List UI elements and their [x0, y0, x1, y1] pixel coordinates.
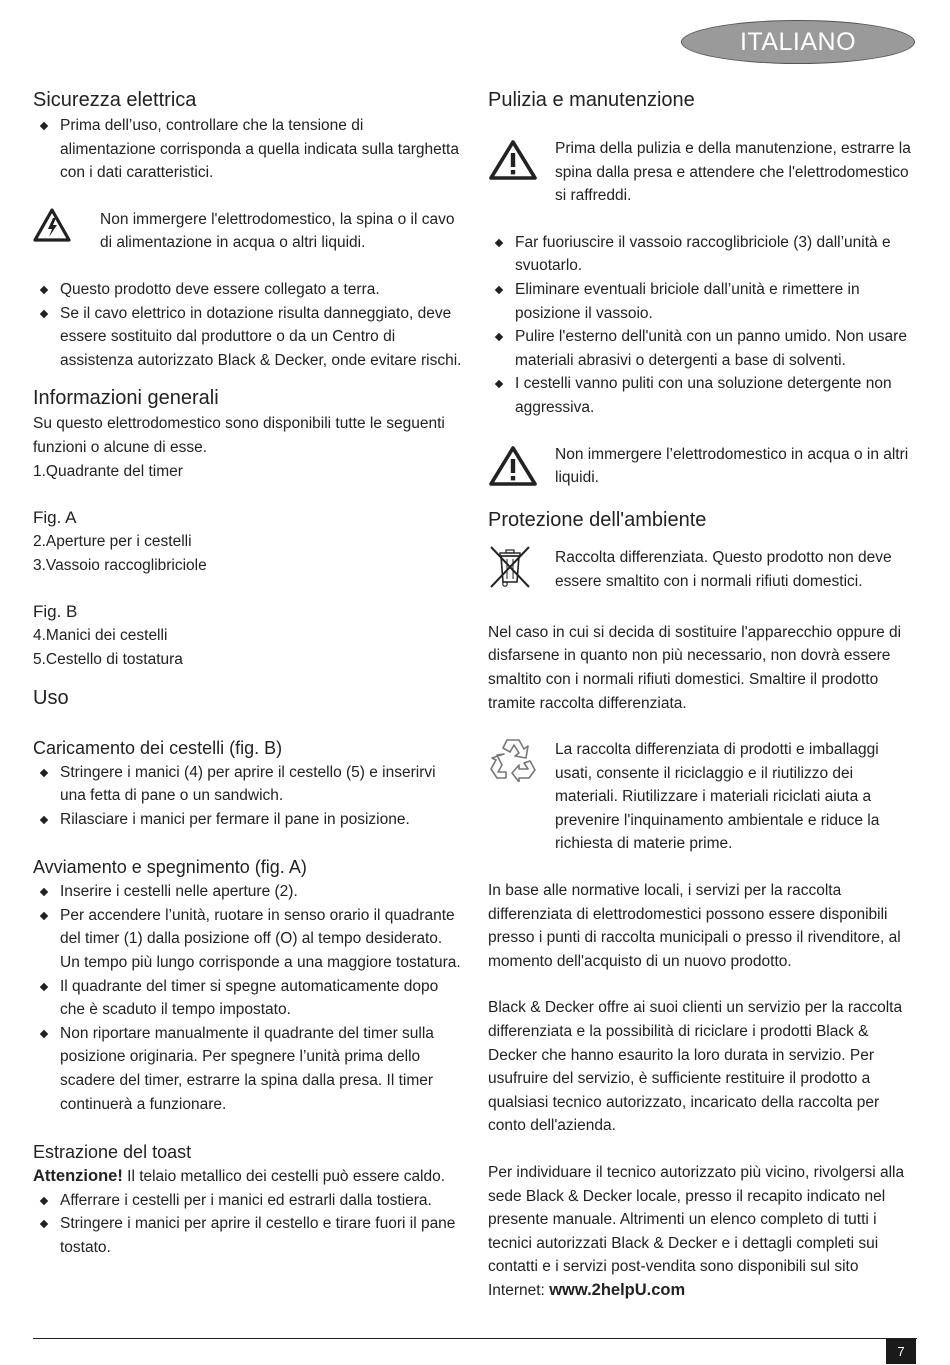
subsection-title-start: Avviamento e spegnimento (fig. A)	[33, 857, 307, 878]
electric-warning-text: Non immergere l'elettrodomestico, la spina o il cavo di alimentazione in acqua o altri liquidi.	[100, 210, 455, 252]
list-item: Afferrare i cestelli per i manici ed estrarli dalla tostiera.	[33, 1189, 463, 1213]
electric-warning-row	[33, 208, 463, 255]
fig-a-label: Fig. A	[33, 508, 77, 528]
language-tab: ITALIANO	[681, 20, 915, 64]
page-number: 7	[886, 1339, 916, 1364]
recycle-text: La raccolta differenziata di prodotti e imballaggi usati, consente il riciclaggio e il riutilizzo dei materiali. Riutilizzare i materiali riciclati aiuta a prevenire l'inquinamento ambientale e riduce la richiesta di materie prime.	[555, 741, 880, 853]
list-item: Per accendere l’unità, ruotare in senso orario il quadrante del timer (1) dalla posizione off (O) al tempo desiderato. Un tempo più lungo corrisponde a una maggiore tostatura.	[33, 904, 463, 975]
subsection-title-extract: Estrazione del toast	[33, 1142, 192, 1163]
section-title-safety: Sicurezza elettrica	[33, 89, 197, 111]
bin-row	[488, 546, 913, 598]
section-title-use: Uso	[33, 686, 69, 709]
list-item: Stringere i manici (4) per aprire il cestello (5) e inserirvi una fetta di pane o un sandwich.	[33, 761, 463, 808]
recycle-row	[488, 738, 913, 856]
list-item: Inserire i cestelli nelle aperture (2).	[33, 880, 463, 904]
general-item-4: 4.Manici dei cestelli	[33, 627, 168, 645]
environment-paragraph-2: In base alle normative locali, i servizi per la raccolta differenziata di elettrodomestici possono essere disponibili presso i punti di raccolta municipali o presso il rivenditore, al momento dell'acquisto di un nuovo prodotto.	[488, 882, 901, 970]
section-title-general: Informazioni generali	[33, 387, 219, 410]
list-item: Il quadrante del timer si spegne automaticamente dopo che è scaduto il tempo impostato.	[33, 975, 463, 1022]
environment-paragraph-1: Nel caso in cui si decida di sostituire l'apparecchio oppure di disfarsene in quanto non più necessario, non dovrà essere smaltito con i normali rifiuti domestici. Smaltire il prodotto tramite raccolta differenziata.	[488, 623, 902, 712]
environment-paragraph-4-text: Per individuare il tecnico autorizzato più vicino, rivolgersi alla sede Black & Decker locale, presso il recapito indicato nel presente manuale. Altrimenti un elenco completo di tutti i tecnici autorizzati Black & Decker e i dettagli completi sui contatti e i servizi post-vendita sono disponibili sul sito Internet:	[488, 1164, 905, 1299]
general-intro: Su questo elettrodomestico sono disponibili tutte le seguenti funzioni o alcune di esse.	[33, 415, 445, 456]
crossed-bin-icon	[488, 544, 555, 598]
loading-list	[33, 761, 463, 832]
list-item: Stringere i manici per aprire il cestello e tirare fuori il pane tostato.	[33, 1212, 463, 1259]
list-item: Pulire l'esterno dell'unità con un panno umido. Non usare materiali abrasivi o detergenti a base di solventi.	[488, 325, 913, 372]
list-item: Se il cavo elettrico in dotazione risulta danneggiato, deve essere sostituito dal produttore o da un Centro di assistenza autorizzato Black & Decker, onde evitare rischi.	[33, 302, 463, 373]
list-item: Eliminare eventuali briciole dall’unità e rimettere in posizione il vassoio.	[488, 278, 913, 325]
attention-text: Il telaio metallico dei cestelli può essere caldo.	[122, 1168, 446, 1186]
list-item: Prima dell’uso, controllare che la tensione di alimentazione corrisponda a quella indicata sulla targhetta con i dati caratteristici.	[33, 114, 463, 185]
website-link[interactable]: www.2helpU.com	[549, 1280, 686, 1299]
general-item-1: 1.Quadrante del timer	[33, 462, 183, 480]
safety-list-2	[33, 278, 463, 372]
list-item: Non riportare manualmente il quadrante del timer sulla posizione originaria. Per spegnere l’unità prima dello scadere del timer, estrarre la spina dalla presa. Il timer continuerà a funzionare.	[33, 1022, 463, 1116]
safety-list	[33, 114, 463, 185]
right-column	[488, 86, 913, 1303]
cleaning-list	[488, 231, 913, 420]
left-column	[33, 86, 463, 1260]
general-item-5: 5.Cestello di tostatura	[33, 650, 183, 668]
start-list	[33, 880, 463, 1116]
attention-label: Attenzione!	[33, 1167, 123, 1186]
section-title-cleaning: Pulizia e manutenzione	[488, 89, 695, 111]
cleaning-warning-text: Prima della pulizia e della manutenzione, estrarre la spina dalla presa e attendere che l'elettrodomestico si raffreddi.	[555, 140, 911, 205]
list-item: I cestelli vanno puliti con una soluzione detergente non aggressiva.	[488, 372, 913, 419]
general-item-3: 3.Vassoio raccoglibriciole	[33, 556, 207, 574]
environment-paragraph-3: Black & Decker offre ai suoi clienti un servizio per la raccolta differenziata e la possibilità di riciclare i prodotti Black & Decker che hanno esaurito la loro durata in servizio. Per usufruire del servizio, è sufficiente restituire il prodotto a qualsiasi tecnico autorizzato, incaricato della raccolta per conto dell'azienda.	[488, 999, 903, 1135]
cleaning-warning-row	[488, 137, 913, 208]
list-item: Rilasciare i manici per fermare il pane in posizione.	[33, 808, 463, 832]
list-item: Questo prodotto deve essere collegato a terra.	[33, 278, 463, 302]
warning-triangle-icon	[488, 445, 555, 495]
recycle-icon	[488, 734, 555, 790]
subsection-title-loading: Caricamento dei cestelli (fig. B)	[33, 737, 283, 758]
footer-divider	[33, 1338, 917, 1339]
electric-hazard-icon	[33, 208, 100, 250]
extract-list	[33, 1189, 463, 1260]
warning-triangle-icon	[488, 139, 555, 189]
environment-paragraph-4	[488, 1161, 913, 1303]
attention-note	[33, 1165, 463, 1189]
list-item: Far fuoriuscire il vassoio raccoglibriciole (3) dall’unità e svuotarlo.	[488, 231, 913, 278]
immersion-warning-text: Non immergere l’elettrodomestico in acqua o in altri liquidi.	[555, 445, 909, 487]
general-item-2: 2.Aperture per i cestelli	[33, 533, 192, 551]
fig-b-label: Fig. B	[33, 602, 78, 622]
bin-text: Raccolta differenziata. Questo prodotto non deve essere smaltito con i normali rifiuti domestici.	[555, 549, 892, 590]
section-title-environment: Protezione dell'ambiente	[488, 509, 707, 532]
immersion-warning-row	[488, 443, 913, 495]
